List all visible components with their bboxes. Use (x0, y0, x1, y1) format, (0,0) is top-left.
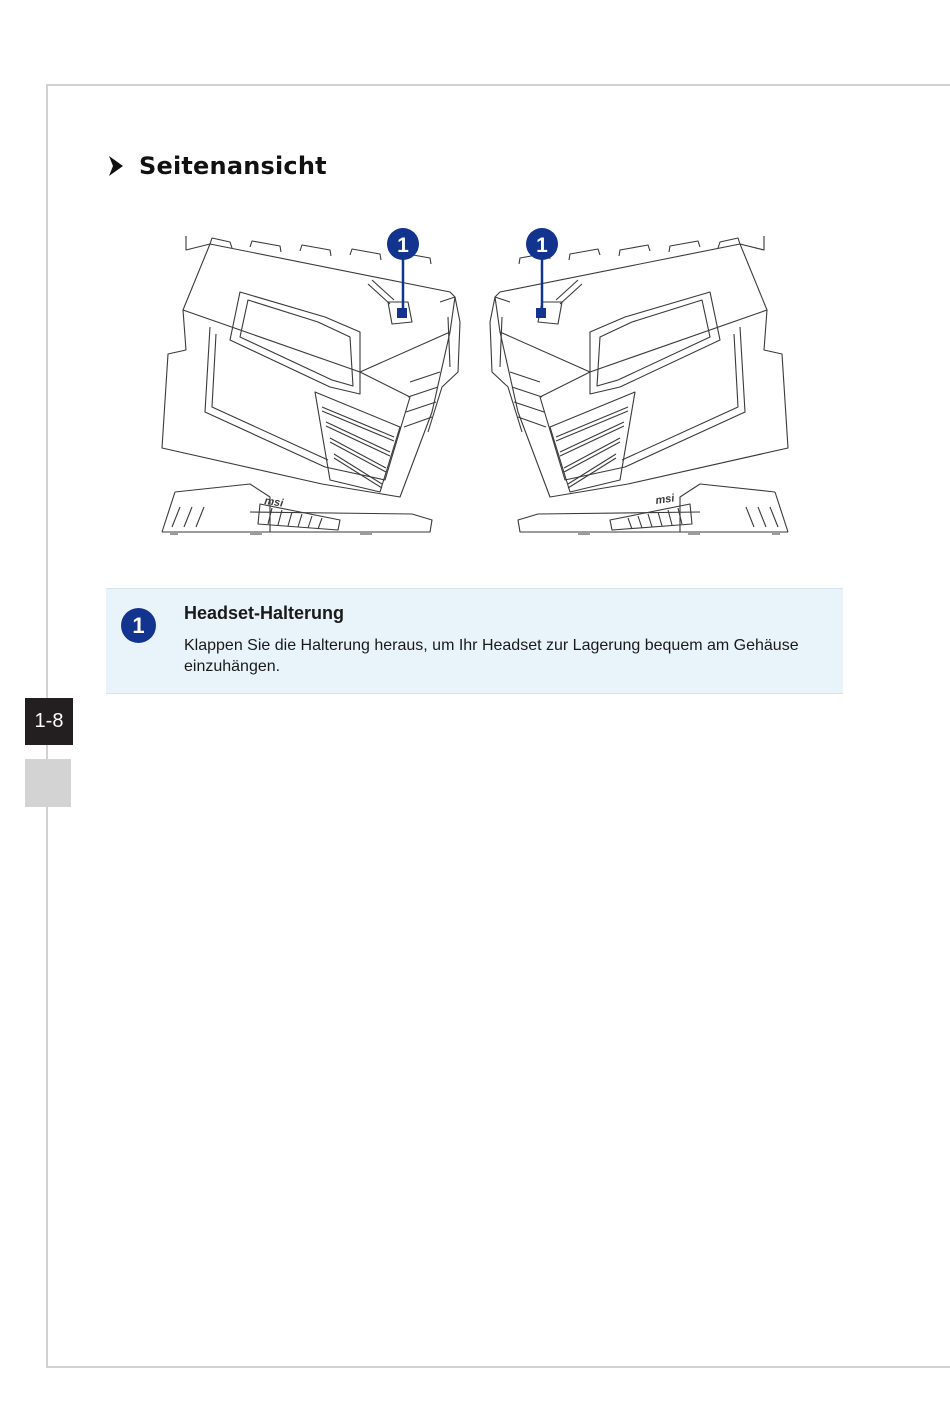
pc-case-left-side (162, 236, 460, 534)
callout-right (526, 228, 558, 318)
chevron-right-icon (106, 154, 126, 178)
msi-logo-right: msi (654, 492, 676, 507)
info-number-badge: 1 (121, 608, 156, 643)
page-frame-top (46, 84, 950, 86)
page-tab-placeholder (25, 759, 71, 807)
info-title: Headset-Halterung (184, 603, 345, 623)
msi-logo-left: msi (263, 495, 285, 510)
section-heading (106, 148, 327, 184)
section-title: Seitenansicht (139, 152, 327, 180)
callout-left (387, 228, 419, 318)
page-frame-bottom (46, 1366, 950, 1368)
side-view-illustration (150, 222, 800, 542)
page-number-tab: 1-8 (25, 698, 73, 745)
pc-case-right-side (490, 236, 788, 534)
info-description: Klappen Sie die Halterung heraus, um Ihr Headset zur Lagerung bequem am Gehäuse einzuhängen. (184, 637, 799, 675)
callout-right-number: 1 (536, 234, 548, 257)
callout-left-number: 1 (397, 234, 409, 257)
